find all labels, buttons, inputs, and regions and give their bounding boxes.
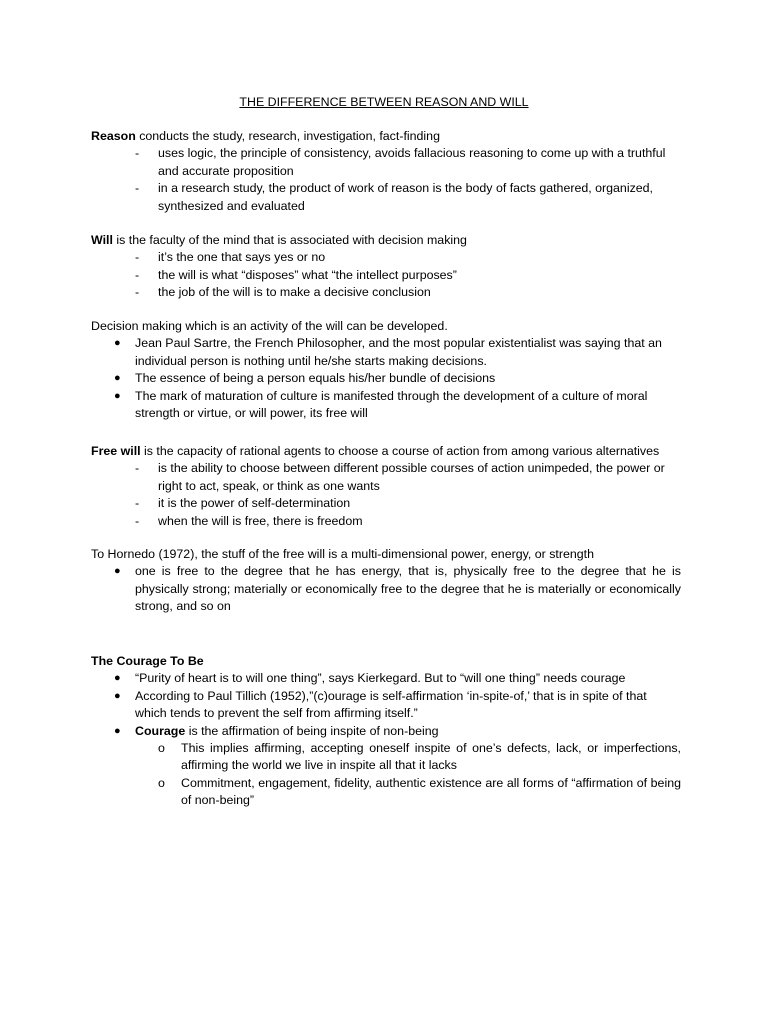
list-item: - when the will is free, there is freedom [91, 513, 681, 530]
bullet-marker: ● [114, 372, 121, 385]
will-term: Will [91, 233, 113, 247]
list-item: ● The mark of maturation of culture is manifested through the development of a culture of moral strength or virtue, or will power, its free will [114, 388, 648, 421]
list-item: - it’s the one that says yes or no [91, 249, 681, 266]
decision-intro: Decision making which is an activity of the will can be developed. [91, 319, 448, 333]
courage-term: Courage [135, 723, 186, 738]
bullet-marker: ● [114, 337, 121, 350]
list-item: - is the ability to choose between different possible courses of action unimpeded, the power or right to act, speak, or think as one wants [135, 461, 665, 493]
reason-section [91, 128, 681, 215]
bullet-marker: ● [114, 672, 121, 685]
courage-heading: The Courage To Be [91, 654, 204, 668]
document-title: THE DIFFERENCE BETWEEN REASON AND WILL [239, 95, 529, 109]
decision-section [91, 318, 681, 422]
dash-marker: - [135, 513, 140, 528]
courage-section [91, 653, 681, 810]
list-item: ● Jean Paul Sartre, the French Philosopher, and the most popular existentialist was saying that an individual person is nothing until he/she starts making decisions. [114, 336, 662, 368]
freewill-definition [91, 443, 681, 460]
dash-marker: - [135, 285, 140, 300]
hornedo-intro: To Hornedo (1972), the stuff of the free will is a multi-dimensional power, energy, or strength [91, 547, 594, 561]
list-item: ● one is free to the degree that he has energy, that is, physically free to the degree that he is physically strong; materially or economically free to the degree that he is materially or economically strong, and so on [114, 564, 681, 614]
list-item: - the job of the will is to make a decisive conclusion [91, 284, 681, 301]
list-item: ● Courage is the affirmation of being inspite of non-being [91, 723, 681, 740]
bullet-marker: ● [114, 689, 121, 702]
bullet-marker: ● [114, 389, 121, 402]
freewill-definition-text: is the capacity of rational agents to choose a course of action from among various alternatives [140, 444, 660, 458]
list-item: ● “Purity of heart is to will one thing”, says Kierkegard. But to “will one thing” needs courage [91, 670, 681, 687]
bullet-marker: ● [114, 724, 121, 737]
will-section [91, 232, 681, 302]
will-definition [91, 232, 681, 249]
dash-marker: - [135, 146, 140, 161]
list-item: ● According to Paul Tillich (1952),”(c)ourage is self-affirmation ‘in-spite-of,’ that is in spite of that which tends to prevent the self from affirming itself.” [114, 688, 647, 721]
dash-marker: - [135, 461, 140, 476]
reason-definition-text: conducts the study, research, investigation, fact-finding [135, 129, 440, 143]
freewill-section [91, 443, 681, 530]
will-definition-text: is the faculty of the mind that is associated with decision making [112, 233, 467, 247]
freewill-term: Free will [91, 444, 141, 458]
hornedo-section [91, 546, 681, 616]
list-item: ● The essence of being a person equals his/her bundle of decisions [91, 370, 681, 387]
sub-list-item: o This implies affirming, accepting oneself inspite of one’s defects, lack, or imperfections, affirming the world we live in inspite all that it lacks [158, 741, 681, 773]
list-item: - uses logic, the principle of consistency, avoids fallacious reasoning to come up with a truthful and accurate proposition [135, 146, 666, 178]
list-item: - it is the power of self-determination [91, 495, 681, 512]
dash-marker: - [135, 250, 140, 265]
circle-marker: o [158, 775, 165, 790]
list-item: - in a research study, the product of work of reason is the body of facts gathered, organized, synthesized and evaluated [135, 181, 653, 213]
dash-marker: - [135, 181, 140, 196]
dash-marker: - [135, 267, 140, 282]
dash-marker: - [135, 496, 140, 511]
reason-term: Reason [91, 129, 136, 143]
list-item: - the will is what “disposes” what “the intellect purposes” [91, 267, 681, 284]
sub-list-item: o Commitment, engagement, fidelity, authentic existence are all forms of “affirmation of being of non-being” [158, 775, 681, 808]
reason-definition [91, 128, 681, 145]
circle-marker: o [158, 741, 165, 756]
bullet-marker: ● [114, 565, 121, 578]
